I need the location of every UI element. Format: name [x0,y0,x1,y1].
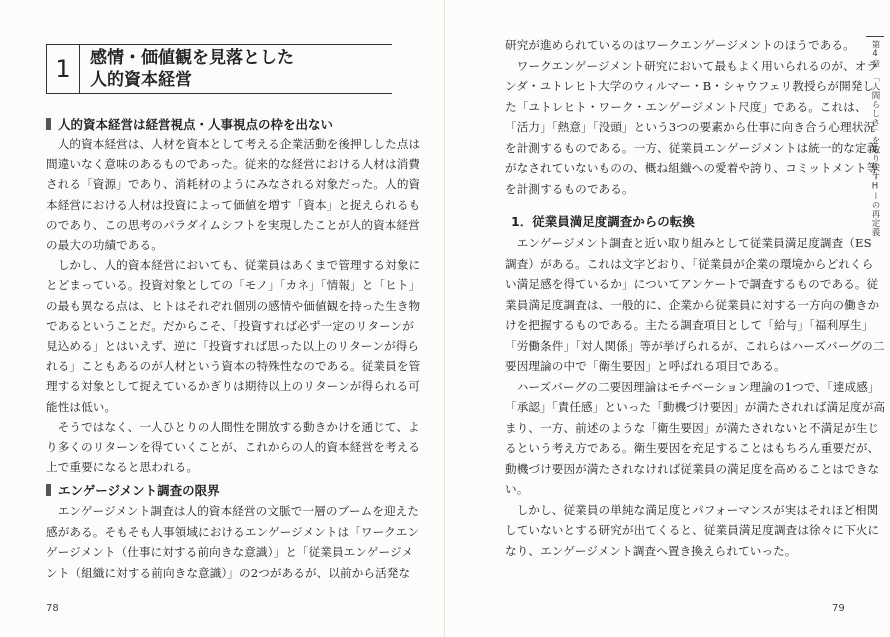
text-line: 業員満足度調査は、一般的に、企業から従業員に対する一方向の働きか [505,297,880,312]
text-line: 見込める」とはいえず、逆に「投資すれば思った以上のリターンが得ら [46,339,420,353]
right-page [445,0,890,637]
section-heading-1 [46,115,333,133]
chapter-title-line1: 感情・価値観を見落とした [90,48,294,68]
text-line: 人的資本経営は、人材を資本として考える企業活動を後押しした点は [46,137,421,151]
text-line: しかし、人的資本経営においても、従業員はあくまで管理する対象に [46,258,421,273]
chapter-title-line2: 人的資本経営 [90,70,192,90]
text-line: 研究が進められているのはワークエンゲージメントのほうである。 [505,38,855,52]
text-line: を計測するものである。 [505,181,634,196]
chapter-rule-bottom [80,93,392,94]
text-line: エンゲージメント調査と近い取り組みとして従業員満足度調査（ES [505,236,872,250]
text-line: そうではなく、一人ひとりの人間性を開放する動きかけを通じて、よ [46,419,420,434]
text-line: エンゲージメント調査は人的資本経営の文脈で一層のブームを迎えた [46,504,420,518]
text-line: い満足感を得ているか」についてアンケートで調査するものである。従 [505,277,879,291]
text-line: とどまっている。投資対象としての「モノ」「カネ」「情報」と「ヒト」 [46,278,421,293]
text-line: ハーズバーグの二要因理論はモチベーション理論の1つで、「達成感」 [505,379,880,394]
text-line: 感がある。そもそも人事領域におけるエンゲージメントは「ワークエン [46,524,420,539]
section-marker [46,484,51,496]
section-heading-1-text: 人的資本経営は経営視点・人事視点の枠を出ない [58,117,334,132]
text-line: 間違いなく意味のあるものであった。従来的な経営における人材は消費 [46,157,421,172]
text-line: を計測するものである。一方、従業員エンゲージメントは統一的な定義 [505,140,879,155]
section-heading-2 [46,481,220,499]
chapter-rule-top [80,44,392,45]
text-line: 「活力」「熱意」「没頭」という3つの要素から仕事に向き合う心理状況 [505,120,876,134]
text-line: していないとする研究が出てくると、従業員満足度調査は徐々に下火に [505,523,880,537]
text-line: のであり、この思考のパラダイムシフトを実現したことが人的資本経営 [46,217,420,232]
text-line: 能性は低い。 [46,399,117,414]
page-number-right: 79 [832,603,845,614]
text-line: けを把握するものである。主たる調査項目として「給与」「福利厚生」 [505,318,874,332]
text-line: の最も異なる点は、ヒトはそれぞれ個別の感情や価値観を持った生き物 [46,298,421,313]
running-head-rule [866,36,884,37]
text-line: まり、一方、前述のような「衛生要因」が満たされないと不満足が生じ [505,420,880,435]
text-line: 要因理論の中で「衛生要因」と呼ばれる項目である。 [505,359,786,373]
text-line: 上で重要になると思われる。 [46,460,199,475]
subsection-heading: 1．従業員満足度調査からの転換 [511,214,695,229]
chapter-heading [46,44,392,96]
chapter-title [90,47,294,91]
text-line: ント（組織に対する前向きな意識）」の2つがあるが、以前から活発な [46,565,411,580]
text-line: がなされていないものの、概ね組織への愛着や誇り、コミットメント等 [505,161,879,175]
text-line: であるということだ。だからこそ、「投資すれば必ず一定のリターンが [46,318,414,333]
text-line: 理する対象として捉えているかぎりは期待以上のリターンが得られる可 [46,379,420,394]
text-line: 動機づけ要因が満たされなければ従業員の満足度を高めることはできな [505,461,880,476]
text-line: 本経営における人材は投資によって価値を増す「資本」と捉えられるも [46,197,421,212]
page-number-left: 78 [46,603,59,614]
text-line: なり、エンゲージメント調査へ置き換えられていった。 [505,543,797,558]
text-line: ゲージメント（仕事に対する前向きな意識）」と「従業員エンゲージメ [46,545,414,560]
text-line: 「承認」「責任感」といった「動機づけ要因」が満たされれば満足度が高 [505,400,886,414]
text-line: される「資源」であり、消耗材のようにみなされる対象だった。人的資 [46,177,421,192]
text-line: ンダ・ユトレヒト大学のウィルマー・B・シャウフェリ教授らが開発し [505,79,875,93]
text-line: 「労働条件」「対人関係」等が挙げられるが、これらはハーズバーグの二 [505,338,885,353]
text-line: た「ユトレヒト・ワーク・エンゲージメント尺度」である。これは、 [505,99,867,114]
section-heading-2-text: エンゲージメント調査の限界 [58,483,220,498]
text-line: 調査）がある。これは文字どおり、「従業員が企業の環境からどれくら [505,256,874,271]
text-line: しかし、従業員の単純な満足度とパフォーマンスが実はそれほど相関 [505,502,879,517]
text-line: ワークエンゲージメント研究において最もよく用いられるのが、オラ [505,58,879,73]
section-marker [46,118,51,130]
text-line: るという考え方である。衛生要因を充足することはもちろん重要だが、 [505,441,880,455]
text-line: の最大の功績である。 [46,238,163,252]
running-head: 第4章 「人間らしさ」を取り戻すHーの再定義 [870,40,880,237]
chapter-number: 1 [46,44,80,94]
text-line: い。 [505,482,529,496]
text-line: り多くのリターンを得ていくことが、これからの人的資本経営を考える [46,440,420,454]
text-line: れる」こともあるのが人材という資本の特殊性なのである。従業員を管 [46,359,421,374]
